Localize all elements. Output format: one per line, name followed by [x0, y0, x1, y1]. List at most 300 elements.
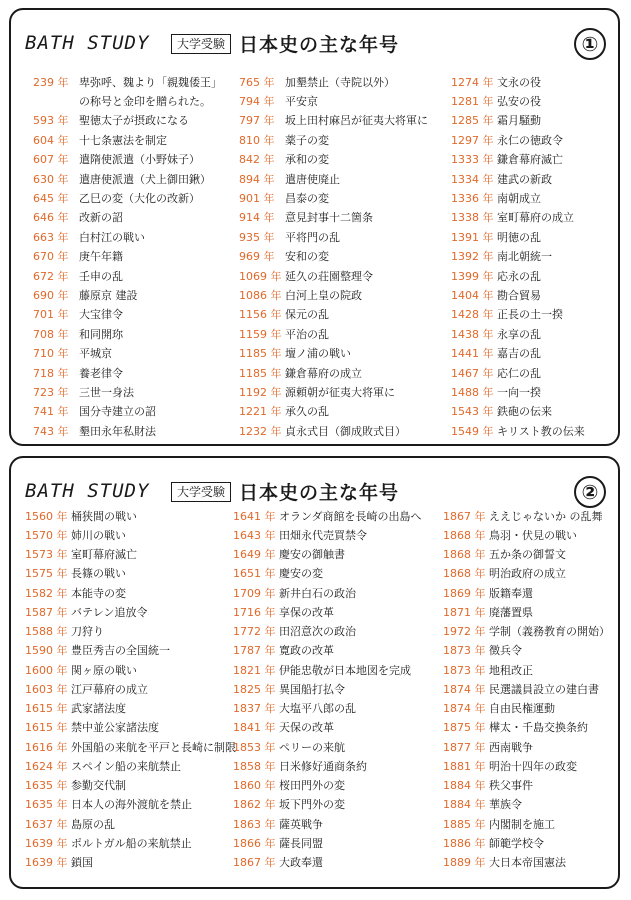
- list-item: [239, 208, 428, 227]
- list-item: [451, 382, 585, 401]
- year-label: 842 年: [239, 153, 275, 167]
- list-item: [25, 506, 236, 525]
- event-label: 源頼朝が征夷大将軍に: [285, 385, 395, 399]
- event-label: 西南戦争: [489, 740, 533, 754]
- year-column: [233, 506, 422, 872]
- list-item: [451, 343, 585, 362]
- year-column: [239, 72, 428, 440]
- list-item: [239, 72, 428, 91]
- year-label: 604 年: [33, 133, 69, 147]
- event-label: 秩父事件: [489, 779, 533, 793]
- list-item: [443, 853, 610, 872]
- card-header: [11, 10, 618, 60]
- year-label: 1221 年: [239, 405, 282, 419]
- year-label: 672 年: [33, 269, 69, 283]
- list-item: [25, 622, 236, 641]
- event-label: 坂上田村麻呂が征夷大将軍に: [285, 114, 428, 128]
- list-item: [451, 247, 585, 266]
- event-label: 和同開珎: [79, 327, 123, 341]
- year-label: 1575 年: [25, 567, 68, 581]
- event-label: 明徳の乱: [497, 230, 541, 244]
- list-item: [239, 169, 428, 188]
- event-label: の称号と金印を贈られた。: [79, 95, 211, 109]
- year-label: 743 年: [33, 424, 69, 438]
- event-label: 白河上皇の院政: [285, 288, 362, 302]
- event-label: 永享の乱: [497, 327, 541, 341]
- event-label: 三世一身法: [79, 385, 134, 399]
- year-label: 794 年: [239, 95, 275, 109]
- list-item: [239, 382, 428, 401]
- list-item: [451, 285, 585, 304]
- event-label: 五か条の御誓文: [489, 548, 566, 562]
- event-label: 庚午年籍: [79, 250, 123, 264]
- year-label: 1616 年: [25, 740, 68, 754]
- list-item: [233, 564, 422, 583]
- event-label: 大政奉還: [279, 856, 323, 870]
- event-label: 民選議員設立の建白書: [489, 682, 599, 696]
- year-label: 1639 年: [25, 836, 68, 850]
- list-item: [239, 188, 428, 207]
- list-item: [25, 679, 236, 698]
- list-item: [443, 641, 610, 660]
- year-label: 1853 年: [233, 740, 276, 754]
- event-label: 弘安の役: [497, 95, 541, 109]
- event-label: 一向一揆: [497, 385, 541, 399]
- year-column: [33, 72, 222, 440]
- event-label: 卑弥呼、魏より「親魏倭王」: [79, 75, 222, 89]
- year-label: 1603 年: [25, 682, 68, 696]
- event-label: 禁中並公家諸法度: [71, 721, 159, 735]
- year-label: 1297 年: [451, 133, 494, 147]
- event-label: 壬申の乱: [79, 269, 123, 283]
- list-item: [25, 718, 236, 737]
- year-label: 1281 年: [451, 95, 494, 109]
- year-label: 901 年: [239, 192, 275, 206]
- list-item: [239, 111, 428, 130]
- list-item: [451, 402, 585, 421]
- event-label: 明治政府の成立: [489, 567, 566, 581]
- event-label: 鎌倉幕府滅亡: [497, 153, 563, 167]
- list-item: [443, 776, 610, 795]
- list-item: [239, 130, 428, 149]
- year-label: 1709 年: [233, 586, 276, 600]
- year-label: 1467 年: [451, 366, 494, 380]
- year-label: 741 年: [33, 405, 69, 419]
- list-item: [233, 545, 422, 564]
- event-label: 坂下門外の変: [279, 798, 345, 812]
- list-item: [233, 853, 422, 872]
- year-label: 663 年: [33, 230, 69, 244]
- brand-logo: BATH STUDY: [25, 480, 150, 502]
- event-label: 室町幕府の成立: [497, 211, 574, 225]
- list-item: [443, 679, 610, 698]
- list-item: [33, 324, 222, 343]
- event-label: 大日本帝国憲法: [489, 856, 566, 870]
- list-item: [33, 111, 222, 130]
- event-label: 昌泰の変: [285, 192, 329, 206]
- year-column: [443, 506, 610, 872]
- year-label: 1185 年: [239, 347, 282, 361]
- event-label: 版籍奉還: [489, 586, 533, 600]
- year-label: 1787 年: [233, 644, 276, 658]
- list-item: [451, 324, 585, 343]
- event-label: 享保の改革: [279, 605, 334, 619]
- event-label: ペリーの来航: [279, 740, 345, 754]
- list-item: [233, 795, 422, 814]
- list-item: [33, 169, 222, 188]
- event-label: 白村江の戦い: [79, 230, 145, 244]
- event-label: 新井白石の政治: [279, 586, 356, 600]
- year-label: 1873 年: [443, 644, 486, 658]
- list-item: [443, 756, 610, 775]
- year-label: 969 年: [239, 250, 275, 264]
- year-label: 1867 年: [233, 856, 276, 870]
- year-label: 1336 年: [451, 192, 494, 206]
- year-label: 1863 年: [233, 817, 276, 831]
- year-label: 1069 年: [239, 269, 282, 283]
- list-item: [33, 363, 222, 382]
- event-label: 伊能忠敬が日本地図を完成: [279, 663, 411, 677]
- event-label: 承和の変: [285, 153, 329, 167]
- year-label: 1543 年: [451, 405, 494, 419]
- year-label: 1868 年: [443, 548, 486, 562]
- year-label: 797 年: [239, 114, 275, 128]
- event-label: オランダ商館を長崎の出島へ: [279, 509, 422, 523]
- event-label: 正長の土一揆: [497, 308, 563, 322]
- year-label: 1866 年: [233, 836, 276, 850]
- list-item: [25, 660, 236, 679]
- year-label: 1643 年: [233, 528, 276, 542]
- year-label: 1428 年: [451, 308, 494, 322]
- year-label: 1615 年: [25, 702, 68, 716]
- list-item: [451, 305, 585, 324]
- list-item: [25, 699, 236, 718]
- year-label: 1404 年: [451, 288, 494, 302]
- year-label: 701 年: [33, 308, 69, 322]
- event-label: 遣唐使廃止: [285, 172, 340, 186]
- list-item: [443, 545, 610, 564]
- year-label: 894 年: [239, 172, 275, 186]
- year-label: 593 年: [33, 114, 69, 128]
- year-label: 1873 年: [443, 663, 486, 677]
- event-label: 姉川の戦い: [71, 528, 126, 542]
- list-item: [33, 421, 222, 440]
- event-label: 桶狭間の戦い: [71, 509, 137, 523]
- list-item: [443, 564, 610, 583]
- brand-logo: BATH STUDY: [25, 32, 150, 54]
- event-label: 本能寺の変: [71, 586, 126, 600]
- year-label: 1334 年: [451, 172, 494, 186]
- card-number: ①: [574, 28, 606, 60]
- year-label: 1884 年: [443, 798, 486, 812]
- year-label: 1086 年: [239, 288, 282, 302]
- list-item: [233, 679, 422, 698]
- list-item: [451, 208, 585, 227]
- year-label: 1582 年: [25, 586, 68, 600]
- list-item: [451, 72, 585, 91]
- event-label: 改新の詔: [79, 211, 123, 225]
- event-label: 天保の改革: [279, 721, 334, 735]
- list-item: [451, 266, 585, 285]
- year-label: 1590 年: [25, 644, 68, 658]
- year-label: 1837 年: [233, 702, 276, 716]
- list-item: [239, 285, 428, 304]
- year-label: 607 年: [33, 153, 69, 167]
- year-label: 708 年: [33, 327, 69, 341]
- event-label: 日本人の海外渡航を禁止: [71, 798, 192, 812]
- event-label: 室町幕府滅亡: [71, 548, 137, 562]
- event-label: 関ヶ原の戦い: [71, 663, 137, 677]
- year-label: 1624 年: [25, 759, 68, 773]
- list-item: [233, 622, 422, 641]
- event-label: 霜月騒動: [497, 114, 541, 128]
- year-label: 1885 年: [443, 817, 486, 831]
- list-item: [25, 776, 236, 795]
- year-label: 1274 年: [451, 75, 494, 89]
- year-label: 1874 年: [443, 682, 486, 696]
- event-label: 鎖国: [71, 856, 93, 870]
- event-label: 平将門の乱: [285, 230, 340, 244]
- event-label: 廃藩置県: [489, 605, 533, 619]
- list-item: [233, 506, 422, 525]
- event-label: 樺太・千島交換条約: [489, 721, 588, 735]
- event-label: 建武の新政: [497, 172, 552, 186]
- year-label: 1641 年: [233, 509, 276, 523]
- card-header: [11, 458, 618, 508]
- list-item: [443, 602, 610, 621]
- list-item: [233, 833, 422, 852]
- event-label: バテレン追放令: [71, 605, 148, 619]
- event-label: 貞永式目（御成敗式目）: [285, 424, 406, 438]
- year-label: 1399 年: [451, 269, 494, 283]
- event-label: 薬子の変: [285, 133, 329, 147]
- event-label: 平城京: [79, 347, 112, 361]
- list-item: [443, 506, 610, 525]
- list-item: [25, 833, 236, 852]
- event-label: 文永の役: [497, 75, 541, 89]
- list-item: [239, 227, 428, 246]
- event-label: 延久の荘園整理令: [285, 269, 373, 283]
- year-label: 1867 年: [443, 509, 486, 523]
- list-item: [239, 91, 428, 110]
- event-label: 加墾禁止（寺院以外）: [285, 75, 395, 89]
- list-item: [443, 795, 610, 814]
- list-item: [25, 853, 236, 872]
- year-label: 646 年: [33, 211, 69, 225]
- event-label: 藤原京 建設: [79, 288, 138, 302]
- event-label: 鳥羽・伏見の戦い: [489, 528, 577, 542]
- year-label: 1185 年: [239, 366, 282, 380]
- event-label: 田畑永代売買禁令: [279, 528, 367, 542]
- event-label: 参勤交代制: [71, 779, 126, 793]
- event-label: 大宝律令: [79, 308, 123, 322]
- list-item: [239, 402, 428, 421]
- list-item: [443, 699, 610, 718]
- list-item: [239, 266, 428, 285]
- list-item: [25, 583, 236, 602]
- year-label: 1333 年: [451, 153, 494, 167]
- year-label: 718 年: [33, 366, 69, 380]
- year-label: 1637 年: [25, 817, 68, 831]
- year-label: 1549 年: [451, 424, 494, 438]
- event-label: 遣唐使派遣（犬上御田鍬）: [79, 172, 211, 186]
- year-label: 1716 年: [233, 605, 276, 619]
- list-item: [233, 602, 422, 621]
- event-label: 壇ノ浦の戦い: [285, 347, 351, 361]
- list-item: [33, 285, 222, 304]
- event-label: 鎌倉幕府の成立: [285, 366, 362, 380]
- year-label: 1560 年: [25, 509, 68, 523]
- event-label: 日米修好通商条約: [279, 759, 367, 773]
- list-item: [33, 382, 222, 401]
- year-label: 1635 年: [25, 798, 68, 812]
- list-item: [233, 660, 422, 679]
- year-label: 1772 年: [233, 625, 276, 639]
- event-label: 田沼意次の政治: [279, 625, 356, 639]
- list-item: [239, 247, 428, 266]
- category-badge: 大学受験: [171, 482, 231, 502]
- list-item: [25, 795, 236, 814]
- year-label: 1869 年: [443, 586, 486, 600]
- year-label: 1192 年: [239, 385, 282, 399]
- list-item: [25, 756, 236, 775]
- year-label: 645 年: [33, 192, 69, 206]
- event-label: 徴兵令: [489, 644, 522, 658]
- year-label: 670 年: [33, 250, 69, 264]
- year-label: 1588 年: [25, 625, 68, 639]
- event-label: 応永の乱: [497, 269, 541, 283]
- event-label: 応仁の乱: [497, 366, 541, 380]
- list-item: [451, 188, 585, 207]
- list-item: [443, 583, 610, 602]
- year-label: 710 年: [33, 347, 69, 361]
- event-label: 保元の乱: [285, 308, 329, 322]
- year-label: 690 年: [33, 288, 69, 302]
- event-label: 南北朝統一: [497, 250, 552, 264]
- list-item: [451, 91, 585, 110]
- list-item: [233, 718, 422, 737]
- list-item: [239, 343, 428, 362]
- event-label: スペイン船の来航禁止: [71, 759, 181, 773]
- event-label: 師範学校令: [489, 836, 544, 850]
- event-label: 桜田門外の変: [279, 779, 345, 793]
- study-card-1: [9, 8, 620, 446]
- year-column: [451, 72, 585, 440]
- year-label: 1862 年: [233, 798, 276, 812]
- event-label: 意見封事十二箇条: [285, 211, 373, 225]
- year-label: 723 年: [33, 385, 69, 399]
- event-label: 薩英戦争: [279, 817, 323, 831]
- list-item: [33, 72, 222, 91]
- list-item: [451, 363, 585, 382]
- list-item: [25, 737, 236, 756]
- list-item: [443, 718, 610, 737]
- event-label: 平安京: [285, 95, 318, 109]
- year-label: 1884 年: [443, 779, 486, 793]
- event-label: 武家諸法度: [71, 702, 126, 716]
- event-label: 異国船打払令: [279, 682, 345, 696]
- year-label: 810 年: [239, 133, 275, 147]
- event-label: 江戸幕府の成立: [71, 682, 148, 696]
- list-item: [239, 305, 428, 324]
- card-number: ②: [574, 476, 606, 508]
- event-label: 嘉吉の乱: [497, 347, 541, 361]
- event-label: 勘合貿易: [497, 288, 541, 302]
- event-label: 大塩平八郎の乱: [279, 702, 356, 716]
- year-label: 1635 年: [25, 779, 68, 793]
- list-item: [25, 641, 236, 660]
- list-item: [33, 208, 222, 227]
- list-item: [33, 266, 222, 285]
- list-item: [33, 343, 222, 362]
- event-label: 十七条憲法を制定: [79, 133, 167, 147]
- list-item: [451, 169, 585, 188]
- event-label: 島原の乱: [71, 817, 115, 831]
- year-column: [25, 506, 236, 872]
- event-label: 刀狩り: [71, 625, 104, 639]
- year-label: 1391 年: [451, 230, 494, 244]
- event-label: 養老律令: [79, 366, 123, 380]
- list-item: [451, 150, 585, 169]
- list-item: [25, 525, 236, 544]
- year-label: 1841 年: [233, 721, 276, 735]
- year-label: 1875 年: [443, 721, 486, 735]
- list-item: [239, 363, 428, 382]
- list-item: [451, 130, 585, 149]
- year-label: 630 年: [33, 172, 69, 186]
- year-label: 1874 年: [443, 702, 486, 716]
- event-label: 承久の乱: [285, 405, 329, 419]
- year-label: 1871 年: [443, 605, 486, 619]
- list-item: [451, 111, 585, 130]
- category-badge: 大学受験: [171, 34, 231, 54]
- list-item: [25, 814, 236, 833]
- year-label: 1868 年: [443, 528, 486, 542]
- card-title: 日本史の主な年号: [239, 34, 400, 56]
- year-label: 1488 年: [451, 385, 494, 399]
- list-item: [233, 525, 422, 544]
- year-label: 239 年: [33, 75, 69, 89]
- event-label: 南朝成立: [497, 192, 541, 206]
- year-label: 1573 年: [25, 548, 68, 562]
- year-label: 1825 年: [233, 682, 276, 696]
- year-label: 1860 年: [233, 779, 276, 793]
- list-item: [33, 91, 222, 110]
- event-label: 自由民権運動: [489, 702, 555, 716]
- event-label: 鉄砲の伝来: [497, 405, 552, 419]
- event-label: 薩長同盟: [279, 836, 323, 850]
- event-label: 明治十四年の政変: [489, 759, 577, 773]
- year-label: 1651 年: [233, 567, 276, 581]
- list-item: [233, 814, 422, 833]
- list-item: [233, 737, 422, 756]
- event-label: 国分寺建立の詔: [79, 405, 156, 419]
- year-label: 1441 年: [451, 347, 494, 361]
- event-label: 平治の乱: [285, 327, 329, 341]
- list-item: [33, 247, 222, 266]
- event-label: 華族令: [489, 798, 522, 812]
- year-label: 914 年: [239, 211, 275, 225]
- year-label: 1972 年: [443, 625, 486, 639]
- year-label: 1877 年: [443, 740, 486, 754]
- list-item: [33, 188, 222, 207]
- year-label: 1889 年: [443, 856, 486, 870]
- year-label: 1615 年: [25, 721, 68, 735]
- list-item: [443, 814, 610, 833]
- event-label: 遣隋使派遣（小野妹子）: [79, 153, 200, 167]
- list-item: [33, 227, 222, 246]
- list-item: [25, 602, 236, 621]
